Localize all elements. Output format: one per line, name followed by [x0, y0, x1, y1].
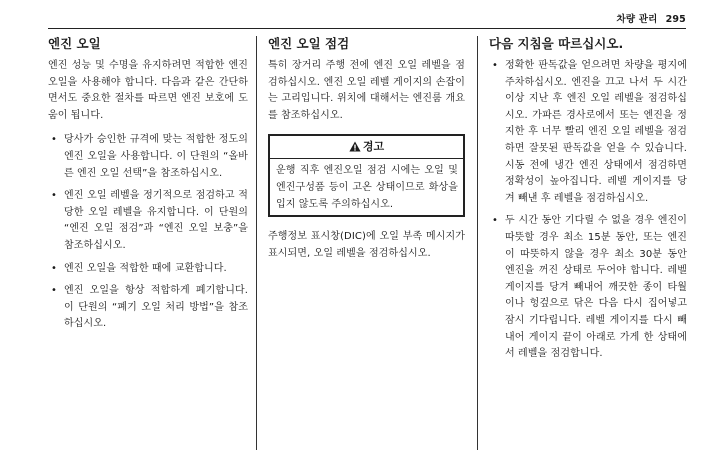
- section-heading: 다음 지침을 따르십시오.: [489, 36, 624, 51]
- warning-title: 경고: [362, 140, 385, 154]
- column-oil-check: [268, 36, 465, 270]
- column-guidelines: [489, 36, 687, 369]
- column-divider: [477, 36, 478, 450]
- list-item: [48, 132, 248, 182]
- list-item-text: 정확한 판독값을 얻으려면 차량을 평지에 주차하십시오. 엔진을 끄고 나서 두 시간 이상 지난 후 엔진 오일 레벨을 점검하십시오. 가파른 경사로에서 또는 엔진을 정지한 후 너무 빨리 엔진 오일 레벨을 점검하면 잘못된 판독값을 얻을 수 있습니다. 시동 전에 냉간 엔진 상태에서 점검하면 정확성이 높아집니다. 레벨 게이지를 당겨 빼낸 후 레벨을 점검하십시오.: [505, 60, 687, 204]
- intro-paragraph: 특히 장거리 주행 전에 엔진 오일 레벨을 점검하십시오. 엔진 오일 레벨 게이지의 손잡이 는 고리입니다. 위치에 대해서는 엔진룸 개요를 참조하십시오.: [268, 60, 465, 121]
- list-item-text: 엔진 오일을 적합한 때에 교환합니다.: [64, 262, 227, 274]
- page-number: 295: [665, 14, 686, 25]
- bullet-list: [48, 132, 248, 333]
- bullet-icon: •: [492, 215, 498, 227]
- list-item-text: 엔진 오일 레벨을 정기적으로 점검하고 적당한 오일 레벨을 유지합니다. 이 단원의 “엔진 오일 점검”과 “엔진 오일 보충”을 참조하십시오.: [64, 190, 248, 251]
- warning-box: [268, 134, 465, 217]
- bullet-icon: •: [492, 60, 498, 71]
- list-item-text: 두 시간 동안 기다릴 수 없을 경우 엔진이 따뜻할 경우 최소 15분 동안, 또는 엔진이 따뜻하지 않을 경우 최소 30분 동안 엔진을 꺼진 상태로 두어야 합니다. 레벨 게이지를 당겨 빼내어 깨끗한 종이 타월이나 헝겊으로 닦은 다음 다시 집어넣고 잠시 기다립니다. 레벨 게이지를 다시 빼내어 게이지 끝이 아래로 가게 한 상태에서 레벨을 점검합니다.: [505, 215, 687, 360]
- column-divider: [256, 36, 257, 450]
- intro-paragraph: 엔진 성능 및 수명을 유지하려면 적합한 엔진오일을 사용해야 합니다. 다음과 같은 간단하면서도 중요한 절차를 따르면 엔진 보호에 도움이 됩니다.: [48, 60, 248, 121]
- bullet-icon: •: [51, 285, 57, 297]
- header-text: [617, 11, 686, 25]
- bullet-icon: •: [51, 190, 57, 202]
- list-item: [48, 283, 248, 333]
- bullet-icon: •: [51, 262, 57, 274]
- bullet-list: [489, 58, 687, 363]
- bullet-icon: •: [51, 134, 57, 146]
- warning-text: 운행 직후 엔진오일 점검 시에는 오일 및 엔진구성품 등이 고온 상태이므로 화상을 입지 않도록 주의하십시오.: [276, 165, 458, 210]
- list-item: [48, 261, 248, 278]
- warning-triangle-icon: [349, 141, 361, 152]
- page-header: [48, 8, 686, 29]
- list-item: [48, 188, 248, 254]
- list-item-text: 당사가 승인한 규격에 맞는 적합한 정도의 엔진 오일을 사용합니다. 이 단원의 “올바른 엔진 오일 선택”을 참조하십시오.: [64, 134, 248, 179]
- warning-header: [270, 136, 463, 159]
- dic-paragraph: 주행정보 표시창(DIC)에 오일 부족 메시지가 표시되면, 오일 레벨을 점검하십시오.: [268, 231, 465, 259]
- list-item: [489, 58, 687, 207]
- section-title: 차량 관리: [616, 14, 658, 25]
- section-heading: 엔진 오일 점검: [268, 36, 350, 51]
- list-item: [489, 213, 687, 362]
- column-engine-oil: [48, 36, 248, 339]
- list-item-text: 엔진 오일을 항상 적합하게 폐기합니다. 이 단원의 “폐기 오일 처리 방법”을 참조하십시오.: [64, 285, 248, 330]
- section-heading: 엔진 오일: [48, 36, 101, 51]
